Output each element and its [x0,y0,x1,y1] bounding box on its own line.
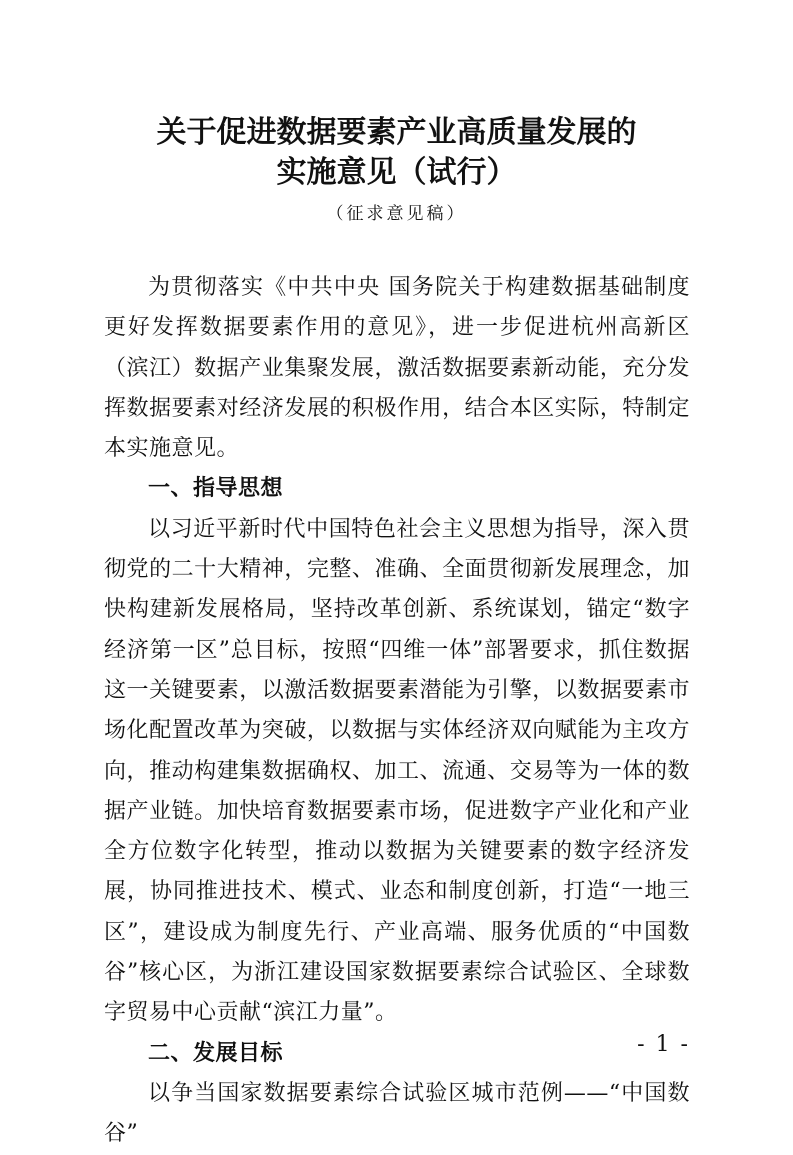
page-number: - 1 - [637,1032,690,1057]
document-title-line-2: 实施意见（试行） [276,155,517,190]
section-heading-development-goals: 二、发展目标 [148,1040,284,1066]
document-title-line-1: 关于促进数据要素产业高质量发展的 [156,115,637,150]
section-heading-guiding-ideology: 一、指导思想 [148,476,284,502]
guiding-ideology-paragraph: 以习近平新时代中国特色社会主义思想为指导，深入贯彻党的二十大精神，完整、准确、全面贯彻新发展理念，加快构建新发展格局，坚持改革创新、系统谋划，锚定“数字经济第一区”总目标，按照“四维一体”部署要求，抓住数据这一关键要素，以激活数据要素潜能为引擎，以数据要素市场化配置改革为突破，以数据与实体经济双向赋能为主攻方向，推动构建集数据确权、加工、流通、交易等为一体的数据产业链。加快培育数据要素市场，促进数字产业化和产业全方位数字化转型，推动以数据为关键要素的数字经济发展，协同推进技术、模式、业态和制度创新，打造“一地三区”，建设成为制度先行、产业高端、服务优质的“中国数谷”核心区，为浙江建设国家数据要素综合试验区、全球数字贸易中心贡献“滨江力量”。 [104,516,690,1026]
development-goals-paragraph: 以争当国家数据要素综合试验区城市范例——“中国数谷” [104,1080,690,1147]
document-subtitle: （征求意见稿） [326,204,467,224]
intro-paragraph: 为贯彻落实《中共中央 国务院关于构建数据基础制度更好发挥数据要素作用的意见》，进一步促进杭州高新区（滨江）数据产业集聚发展，激活数据要素新动能，充分发挥数据要素对经济发展的积极作用，结合本区实际，特制定本实施意见。 [104,275,690,462]
document-body [104,268,690,1155]
